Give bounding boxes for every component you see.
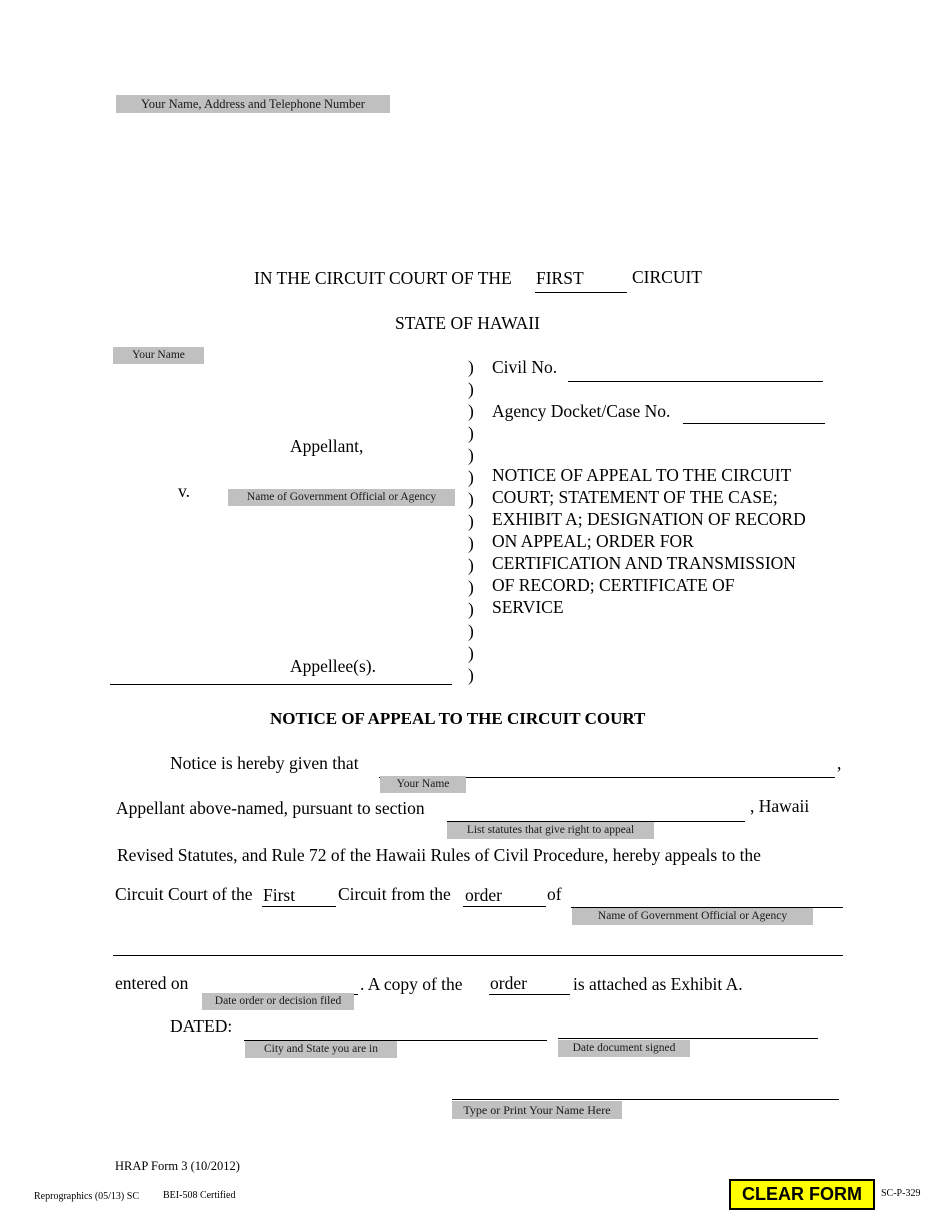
paren: ) <box>468 643 474 663</box>
state-heading: STATE OF HAWAII <box>395 313 540 333</box>
date-filed-hint[interactable]: Date order or decision filed <box>202 993 354 1010</box>
document-title-line: OF RECORD; CERTIFICATE OF <box>492 575 735 595</box>
agency-docket-field[interactable] <box>683 423 825 424</box>
agency-docket-label: Agency Docket/Case No. <box>492 401 671 421</box>
paren: ) <box>468 533 474 553</box>
paren: ) <box>468 555 474 575</box>
agency-continuation-line[interactable] <box>113 955 843 956</box>
caption-divider <box>110 684 452 685</box>
copy-order-value[interactable]: order <box>490 973 527 993</box>
court-heading-prefix: IN THE CIRCUIT COURT OF THE <box>254 268 512 288</box>
print-name-line[interactable] <box>452 1099 839 1100</box>
document-title-line: CERTIFICATION AND TRANSMISSION <box>492 553 796 573</box>
paren: ) <box>468 357 474 377</box>
dated-label: DATED: <box>170 1016 233 1036</box>
paren: ) <box>468 489 474 509</box>
versus-label: v. <box>178 481 190 501</box>
circuit-field-line <box>535 292 627 293</box>
name-address-field[interactable]: Your Name, Address and Telephone Number <box>116 95 390 113</box>
paren: ) <box>468 599 474 619</box>
circuit-value[interactable]: First <box>263 885 296 905</box>
circuit-value-line <box>262 906 336 907</box>
appellant-text: Appellant above-named, pursuant to section <box>116 798 425 818</box>
comma: , <box>837 753 842 773</box>
notice-text: Notice is hereby given that <box>170 753 359 773</box>
circuit-court-text: Circuit Court of the <box>115 884 253 904</box>
civil-no-field[interactable] <box>568 381 823 382</box>
date-signed-line[interactable] <box>558 1038 818 1039</box>
paren: ) <box>468 621 474 641</box>
revised-statutes-text: Revised Statutes, and Rule 72 of the Hawaii Rules of Civil Procedure, hereby appeals to the <box>117 845 761 865</box>
appellant-name-field[interactable]: Your Name <box>113 347 204 364</box>
copy-order-line <box>489 994 570 995</box>
paren: ) <box>468 577 474 597</box>
entered-on-text: entered on <box>115 973 189 993</box>
document-title-line: ON APPEAL; ORDER FOR <box>492 531 694 551</box>
of-text: of <box>547 884 562 904</box>
notice-heading: NOTICE OF APPEAL TO THE CIRCUIT COURT <box>270 709 646 728</box>
document-title-line: NOTICE OF APPEAL TO THE CIRCUIT <box>492 465 792 485</box>
circuit-from-text: Circuit from the <box>338 884 451 904</box>
print-name-hint[interactable]: Type or Print Your Name Here <box>452 1101 622 1119</box>
city-state-hint[interactable]: City and State you are in <box>245 1041 397 1058</box>
paren: ) <box>468 423 474 443</box>
date-signed-hint[interactable]: Date document signed <box>558 1040 690 1057</box>
document-title-line: EXHIBIT A; DESIGNATION OF RECORD <box>492 509 806 529</box>
hawaii-text: , Hawaii <box>750 796 810 816</box>
bei-note: BEI-508 Certified <box>163 1190 236 1201</box>
statutes-hint[interactable]: List statutes that give right to appeal <box>447 822 654 839</box>
paren: ) <box>468 401 474 421</box>
order-value-line <box>463 906 546 907</box>
paren: ) <box>468 665 474 685</box>
paren: ) <box>468 511 474 531</box>
circuit-field-value[interactable]: FIRST <box>536 268 584 288</box>
paren: ) <box>468 379 474 399</box>
appellee-agency-field[interactable]: Name of Government Official or Agency <box>228 489 455 506</box>
order-value[interactable]: order <box>465 885 502 905</box>
paren: ) <box>468 467 474 487</box>
document-title-line: SERVICE <box>492 597 564 617</box>
agency-hint[interactable]: Name of Government Official or Agency <box>572 908 813 925</box>
form-id: HRAP Form 3 (10/2012) <box>115 1159 240 1173</box>
appellant-label: Appellant, <box>290 436 364 456</box>
document-title <box>492 464 806 618</box>
court-heading-suffix: CIRCUIT <box>632 267 702 287</box>
civil-no-label: Civil No. <box>492 357 558 377</box>
form-code: SC-P-329 <box>881 1188 921 1199</box>
document-title-line: COURT; STATEMENT OF THE CASE; <box>492 487 778 507</box>
attached-text: is attached as Exhibit A. <box>573 974 743 994</box>
paren: ) <box>468 445 474 465</box>
copy-text: . A copy of the <box>360 974 463 994</box>
appellee-label: Appellee(s). <box>290 656 377 676</box>
clear-form-button[interactable]: CLEAR FORM <box>729 1179 875 1210</box>
appellant-name-hint[interactable]: Your Name <box>380 776 466 793</box>
reprographics-note: Reprographics (05/13) SC <box>34 1191 139 1202</box>
